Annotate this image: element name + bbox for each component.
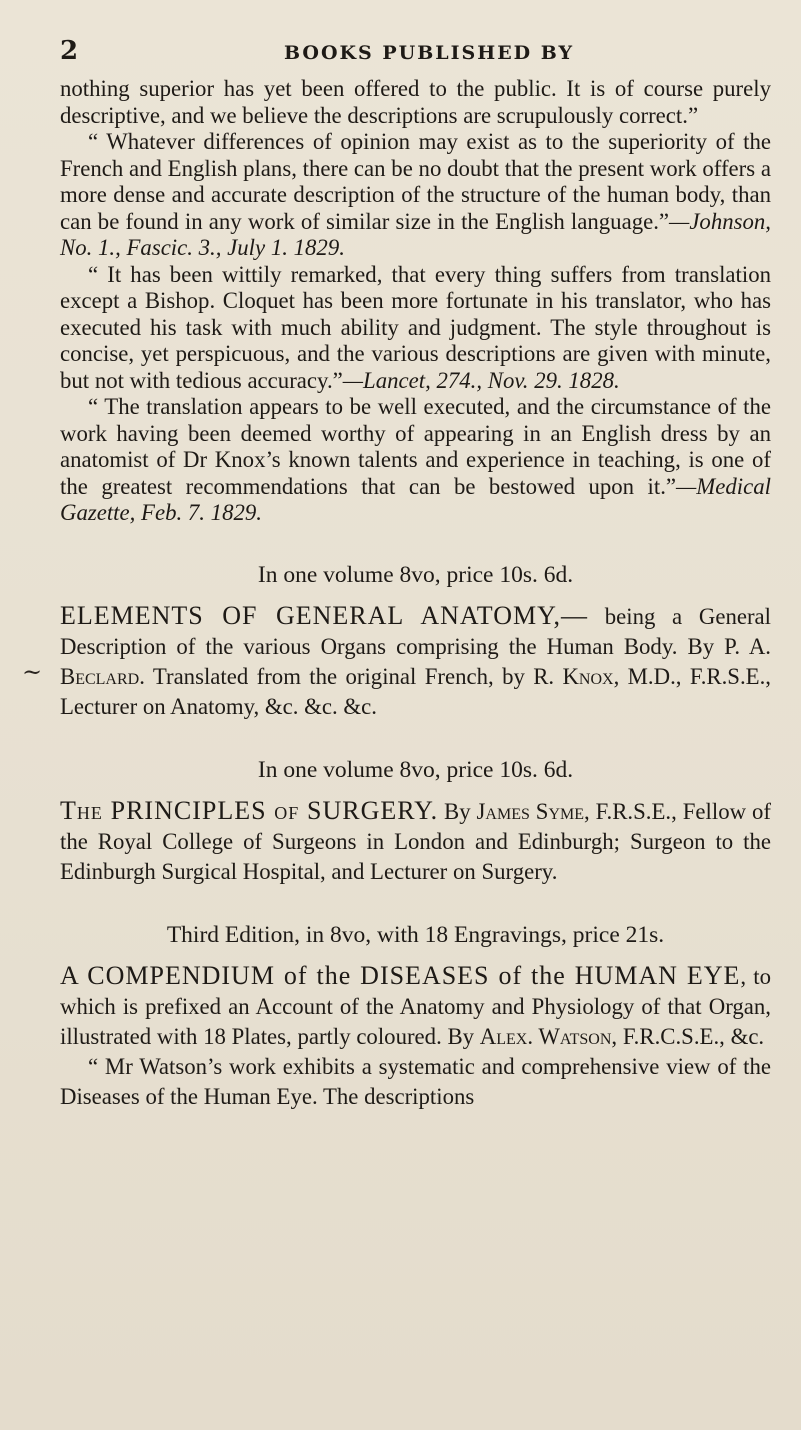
book-desc-eye-end: , F.R.C.S.E., &c. [611, 1023, 765, 1049]
price-line-anatomy: In one volume 8vo, price 10s. 6d. [257, 561, 574, 588]
review-quote-gazette: “ The translation appears to be well executed, and the circumstance of the work having been deemed worthy of appearing in an English dress by an anatomist of Dr Knox’s known talents and experience in teaching, is one of the greatest recommendations that can be bestowed upon it.” [60, 394, 771, 499]
review-paragraph-1: nothing superior has yet been offered to the public. It is of course purely descriptive, and we believe the descriptions are scrupulously correct.” [60, 76, 771, 128]
book-entry-eye [60, 961, 771, 1052]
translator-knox: Knox [562, 663, 614, 689]
review-source-gazette: —Medical Gazette, Feb. 7. 1829. [60, 473, 771, 525]
book-desc-eye: , to which is prefixed an Account of the Anatomy and Physiology of that Organ, illustrated with 18 Plates, partly coloured. By [60, 963, 771, 1049]
review-quote-johnson: “ Whatever differences of opinion may exist as to the superiority of the French and English plans, there can be no doubt that the present work offers a more dense and accurate description of the structure of the human body, than can be found in any work of similar size in the English language.” [60, 129, 771, 234]
author-syme: James Syme [476, 798, 585, 824]
review-paragraph-2 [60, 129, 771, 262]
review-paragraph-3 [60, 262, 771, 395]
running-title: BOOKS PUBLISHED BY [284, 42, 575, 64]
book-desc-surgery: , F.R.S.E., Fellow of the Royal College of Surgeons in London and Edinburgh; Surgeon to the Edinburgh Surgical Hospital, and Lecturer on Surgery. [60, 798, 771, 884]
review-paragraph-4 [60, 394, 771, 527]
price-line-eye: Third Edition, in 8vo, with 18 Engravings, price 21s. [166, 921, 665, 948]
book-title-surgery-the: The [60, 795, 103, 825]
book-title-surgery-end: SURGERY. [299, 795, 439, 825]
page-number: 2 [60, 36, 79, 66]
margin-mark: ~ [22, 658, 43, 686]
review-watson: “ Mr Watson’s work exhibits a systematic and comprehensive view of the Diseases of the Human Eye. The descriptions [60, 1053, 771, 1109]
price-line-surgery: In one volume 8vo, price 10s. 6d. [257, 756, 574, 783]
author-watson: Alex. Watson [479, 1023, 612, 1049]
book-entry-anatomy [60, 601, 771, 722]
book-desc-anatomy-3: , M.D., F.R.S.E., Lecturer on Anatomy, &c. &c. &c. [60, 663, 771, 719]
book-title-surgery-of: of [274, 795, 300, 825]
author-beclard: Beclard [60, 663, 140, 689]
book-title-eye: A COMPENDIUM of the DISEASES of the HUMAN EYE [60, 960, 741, 990]
review-source-johnson: —Johnson, No. 1., Fascic. 3., July 1. 1829. [60, 208, 771, 260]
review-excerpts [60, 76, 771, 527]
book-desc-anatomy: being a General Description of the various Organs comprising the Human Body. By P. A. [60, 603, 771, 659]
review-quote-lancet: “ It has been wittily remarked, that every thing suffers from translation except a Bishop. Cloquet has been more fortunate in his translator, who has executed his task with much ability and judgment. The style throughout is concise, yet perspicuous, and the various descriptions are given with minute, but not with tedious accuracy.” [60, 261, 771, 393]
book-title-anatomy: ELEMENTS OF GENERAL ANATOMY,— [60, 600, 589, 630]
running-head [60, 32, 771, 76]
book-desc-anatomy-2: . Translated from the original French, by R. [139, 663, 563, 689]
review-source-lancet: —Lancet, 274., Nov. 29. 1828. [342, 367, 620, 393]
book-entry-surgery [60, 796, 771, 887]
book-title-surgery: PRINCIPLES [102, 795, 275, 825]
book-by-surgery: By [438, 798, 477, 824]
